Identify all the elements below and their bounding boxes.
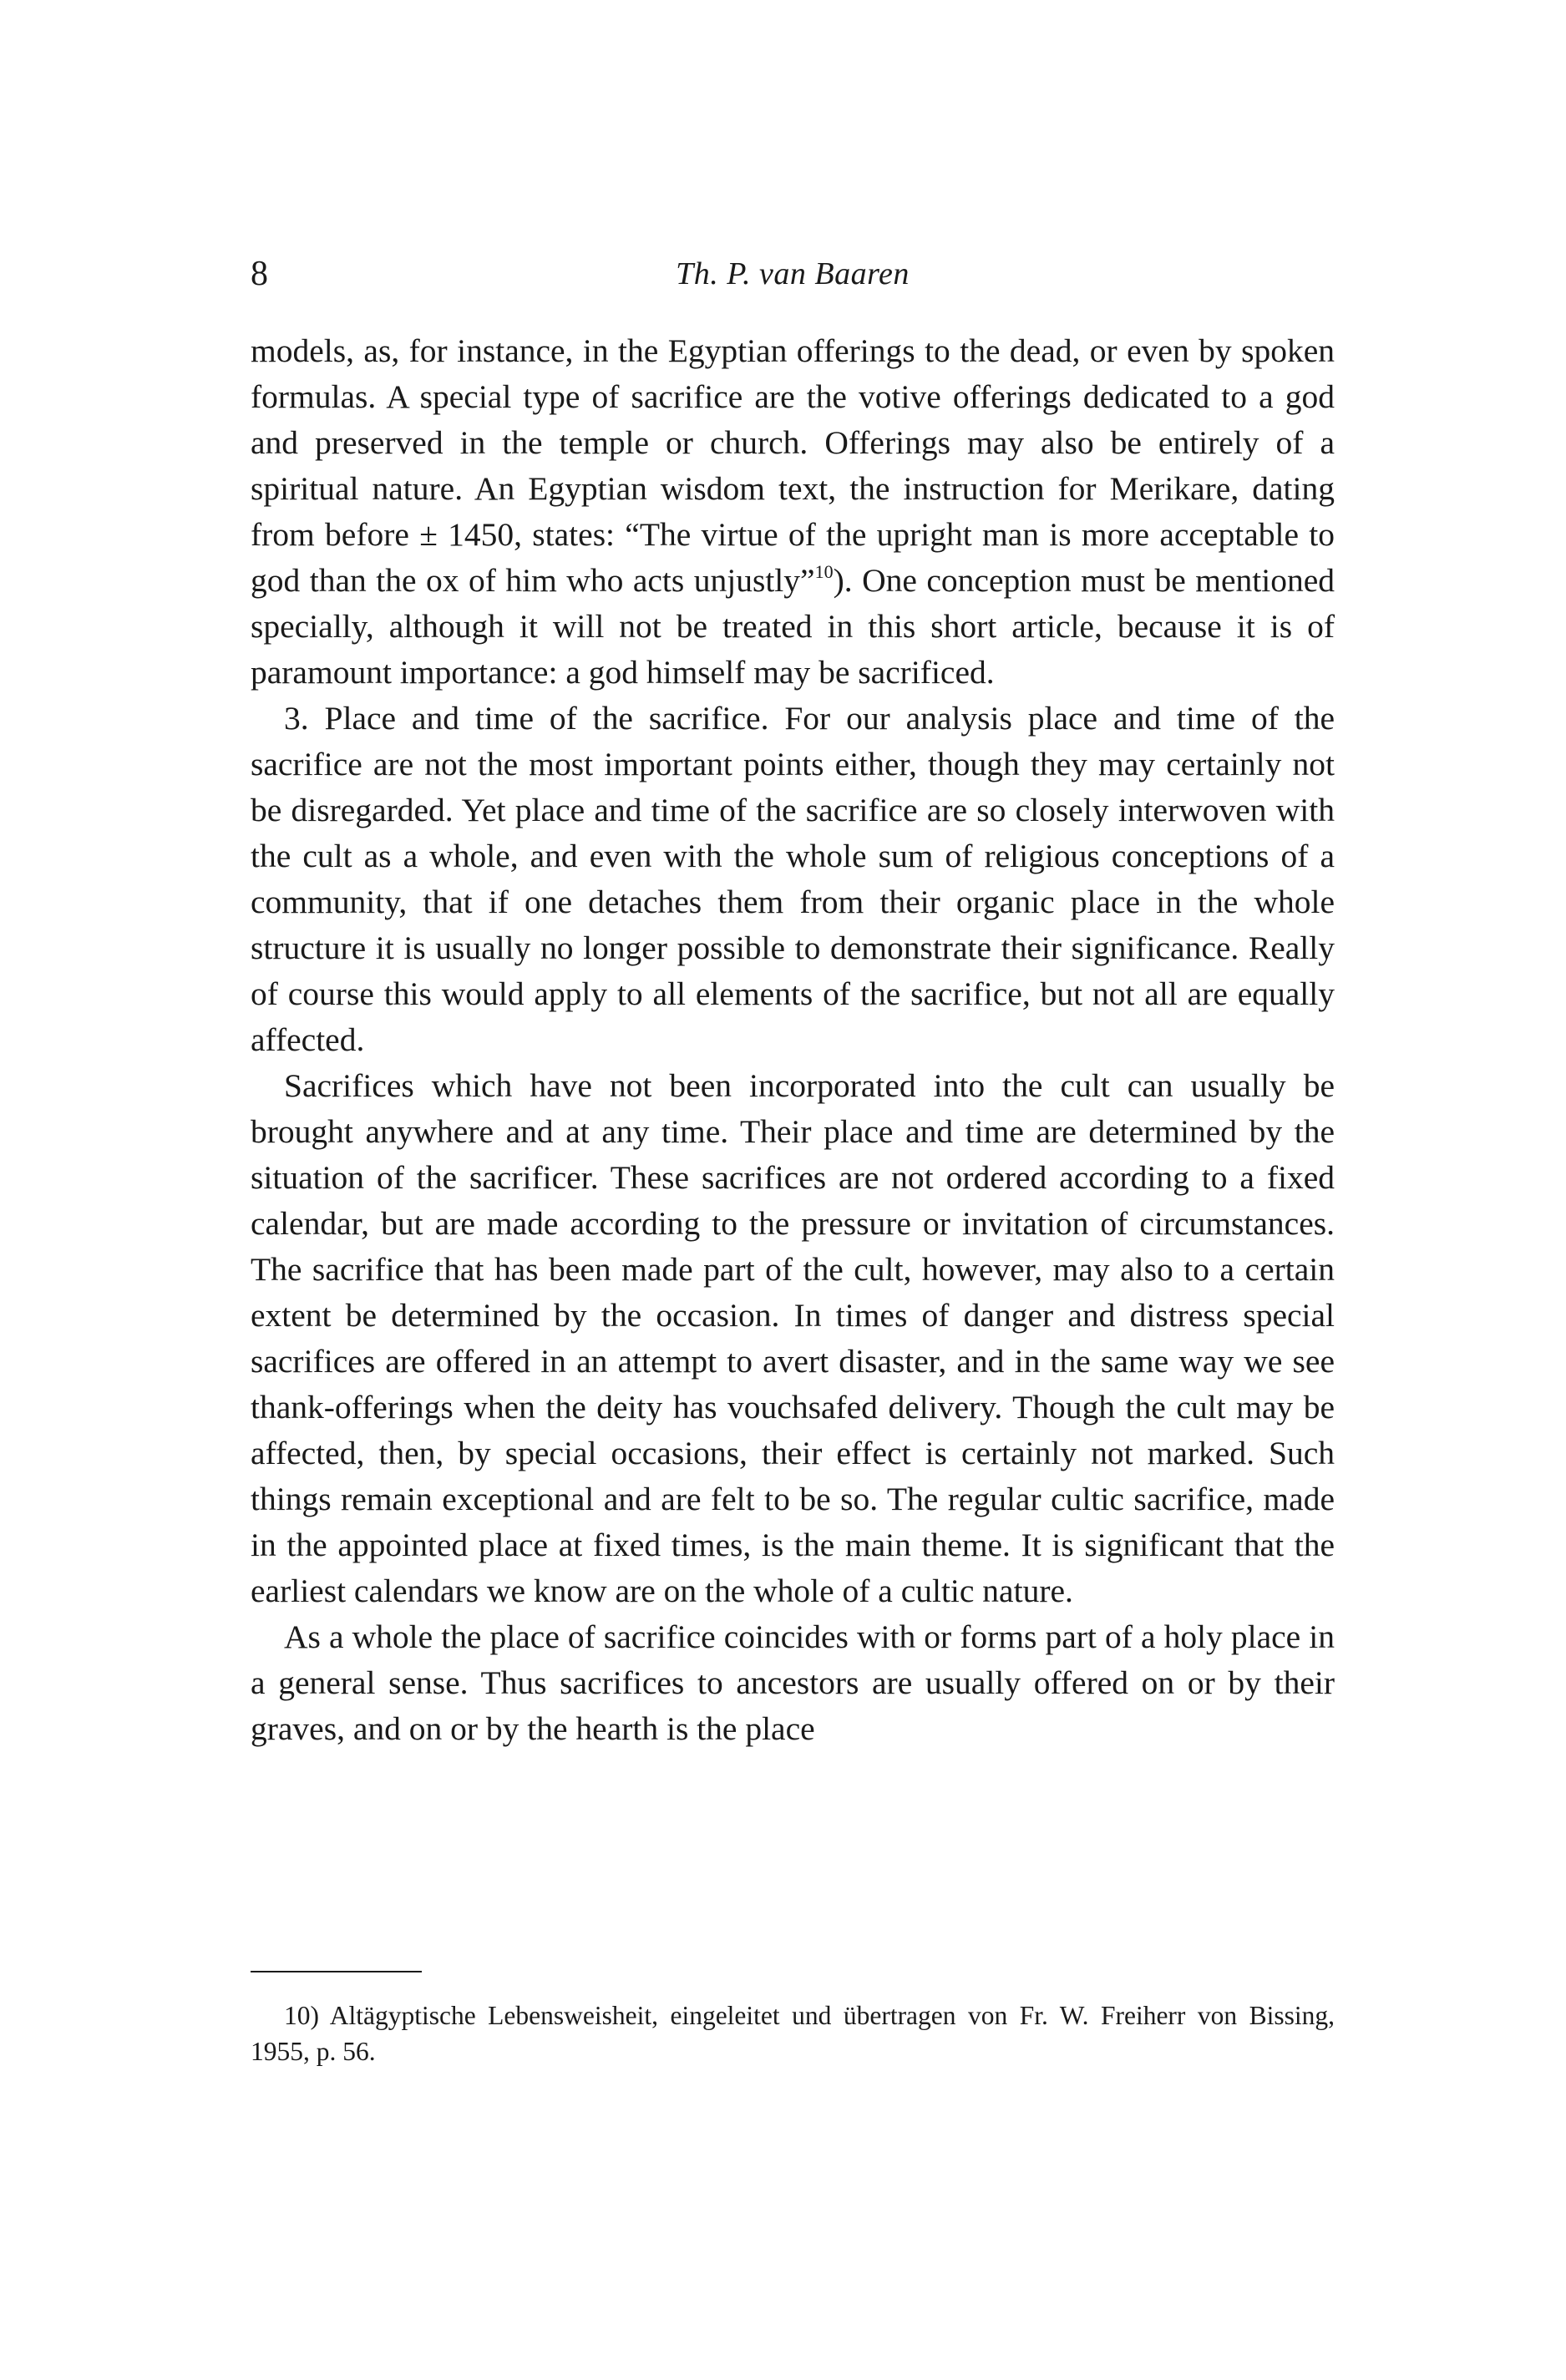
running-head: Th. P. van Baaren xyxy=(676,256,910,291)
footnote-number: 10) xyxy=(284,2001,319,2030)
page-number: 8 xyxy=(251,255,268,293)
footnote-10 xyxy=(251,1998,1335,2069)
paragraph-1 xyxy=(251,328,1335,696)
page-header xyxy=(251,249,1335,299)
body-text xyxy=(251,328,1335,1752)
paragraph-1-continuation: ). One conception must be mentioned specially, although it will not be treated in this short article, because it is of paramount importance: a god himself may be sacrificed. xyxy=(251,562,1335,691)
footnotes xyxy=(251,1998,1335,2069)
footnote-ref-10: 10 xyxy=(814,561,834,582)
footnote-text: Altägyptische Lebensweisheit, eingeleitet und übertragen von Fr. W. Freiherr von Bissing, 1955, p. 56. xyxy=(251,2001,1335,2066)
paragraph-4: As a whole the place of sacrifice coincides with or forms part of a holy place in a general sense. Thus sacrifices to ancestors are usually offered on or by their graves, and on or by the hearth is the place xyxy=(251,1618,1335,1747)
footnote-divider xyxy=(251,1971,422,1972)
paragraph-3: Sacrifices which have not been incorporated into the cult can usually be brought anywhere and at any time. Their place and time are determined by the situation of the sacrificer. These sacrifices are not ordered according to a fixed calendar, but are made according to the pressure or invitation of circumstances. The sacrifice that has been made part of the cult, however, may also to a certain extent be determined by the occasion. In times of danger and distress special sacrifices are offered in an attempt to avert disaster, and in the same way we see thank-offerings when the deity has vouchsafed delivery. Though the cult may be affected, then, by special occasions, their effect is certainly not marked. Such things remain exceptional and are felt to be so. The regular cultic sacrifice, made in the appointed place at fixed times, is the main theme. It is significant that the earliest calendars we know are on the whole of a cultic nature. xyxy=(251,1067,1335,1609)
paragraph-2-section-3: 3. Place and time of the sacrifice. For our analysis place and time of the sacrifice are not the most important points either, though they may certainly not be disregarded. Yet place and time of the sacrifice are so closely interwoven with the cult as a whole, and even with the whole sum of religious conceptions of a community, that if one detaches them from their organic place in the whole structure it is usually no longer possible to demonstrate their significance. Really of course this would apply to all elements of the sacrifice, but not all are equally affected. xyxy=(251,700,1335,1058)
paragraph-1-text: models, as, for instance, in the Egyptian offerings to the dead, or even by spoken formulas. A special type of sacrifice are the votive offerings dedicated to a god and preserved in the temple or church. Offerings may also be entirely of a spiritual nature. An Egyptian wisdom text, the instruction for Merikare, dating from before ± 1450, states: “The virtue of the upright man is more acceptable to god than the ox of him who acts unjustly” xyxy=(251,332,1335,599)
